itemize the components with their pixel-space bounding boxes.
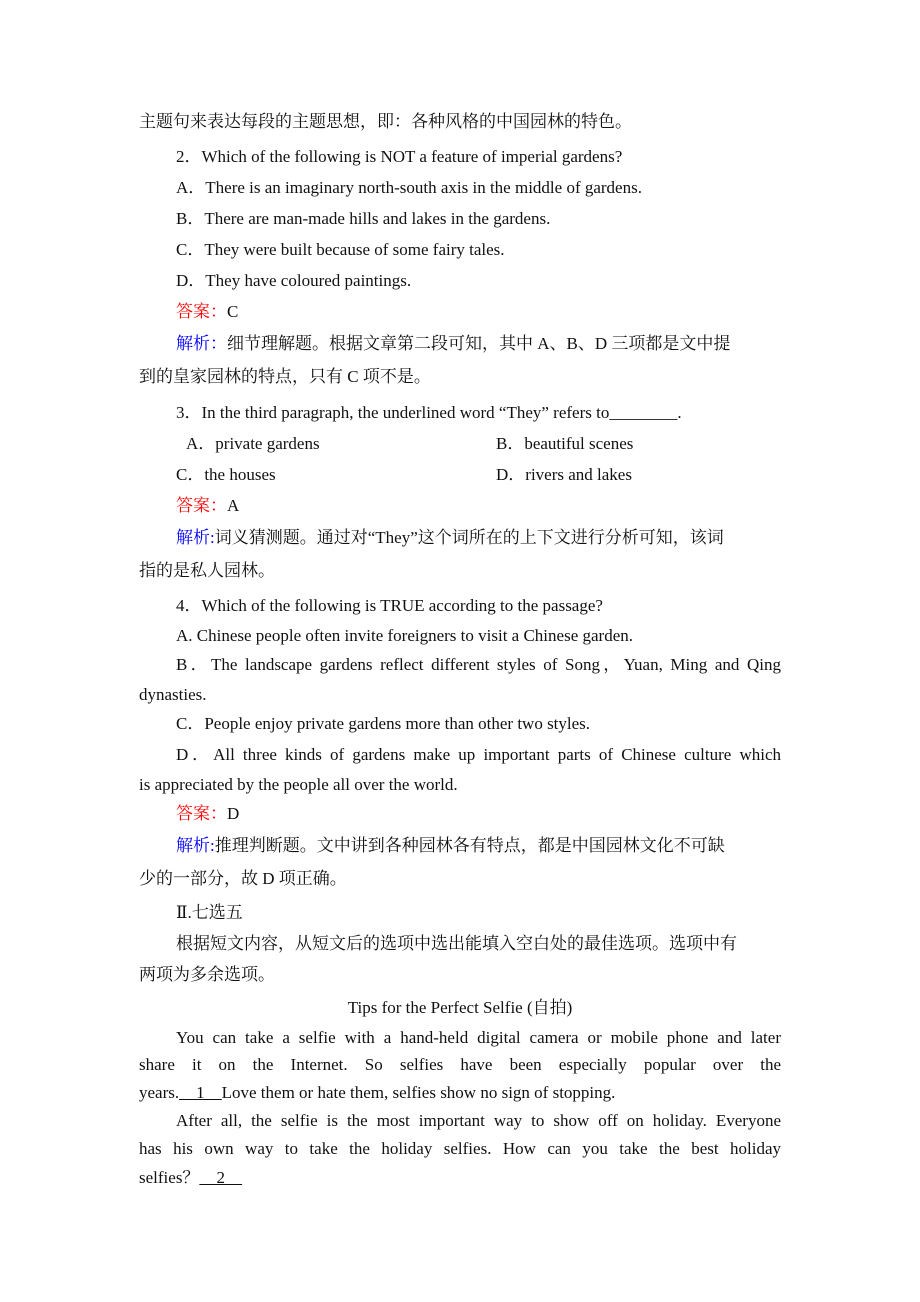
option: A．There is an imaginary north-south axis in the middle of gardens. [176, 178, 642, 197]
analysis-label: 解析: [176, 528, 215, 547]
option: D．All three kinds of gardens make up important parts of Chinese culture which [176, 745, 781, 764]
answer-label: 答案： [176, 302, 227, 321]
option: D．rivers and lakes [496, 465, 632, 484]
option: C．They were built because of some fairy tales. [176, 240, 505, 259]
instructions: 两项为多余选项。 [139, 965, 275, 984]
question-3-stem: 3．In the third paragraph, the underlined word “They” refers to________. [176, 403, 682, 422]
blank-2: __2__ [199, 1168, 242, 1187]
option: B．beautiful scenes [496, 434, 634, 453]
analysis-text: 指的是私人园林。 [139, 561, 275, 580]
answer-value: D [227, 804, 240, 823]
analysis-label: 解析: [176, 836, 215, 855]
section-heading: Ⅱ.七选五 [176, 903, 243, 922]
analysis [176, 527, 781, 549]
answer [176, 301, 781, 323]
passage-line: You can take a selfie with a hand-held digital camera or mobile phone and later [176, 1028, 781, 1047]
passage-line: share it on the Internet. So selfies have been especially popular over the [139, 1055, 781, 1074]
analysis [176, 835, 781, 857]
option: D．They have coloured paintings. [176, 271, 412, 290]
text: selfies？ [139, 1168, 200, 1187]
analysis-text: 少的一部分，故 D 项正确。 [139, 869, 347, 888]
answer [176, 803, 781, 825]
passage-line: After all, the selfie is the most important way to show off on holiday. Everyone [176, 1111, 781, 1130]
option: A. Chinese people often invite foreigners to visit a Chinese garden. [176, 626, 633, 645]
text: years. [139, 1083, 180, 1102]
analysis-text: 推理判断题。文中讲到各种园林各有特点，都是中国园林文化不可缺 [214, 836, 725, 855]
option: C．the houses [176, 465, 276, 484]
text: Love them or hate them, selfies show no sign of stopping. [221, 1083, 616, 1102]
question-2-stem: 2．Which of the following is NOT a feature of imperial gardens? [176, 147, 623, 166]
option: B．There are man-made hills and lakes in the gardens. [176, 209, 551, 228]
answer [176, 495, 781, 517]
passage-line [139, 1082, 781, 1104]
option-cont: is appreciated by the people all over the world. [139, 775, 458, 794]
option: A．private gardens [186, 434, 320, 453]
option-cont: dynasties. [139, 685, 207, 704]
analysis-text: 到的皇家园林的特点，只有 C 项不是。 [139, 367, 431, 386]
answer-value: A [227, 496, 240, 515]
option: C．People enjoy private gardens more than other two styles. [176, 714, 591, 733]
answer-label: 答案： [176, 496, 227, 515]
passage-line [139, 1167, 781, 1189]
option: B．The landscape gardens reflect different styles of Song，Yuan, Ming and Qing [176, 655, 781, 674]
passage-line: has his own way to take the holiday selfies. How can you take the best holiday [139, 1139, 781, 1158]
answer-value: C [227, 302, 239, 321]
analysis [176, 333, 781, 355]
instructions: 根据短文内容，从短文后的选项中选出能填入空白处的最佳选项。选项中有 [176, 934, 737, 953]
blank-1: __1__ [179, 1083, 222, 1102]
question-4-stem: 4．Which of the following is TRUE according to the passage? [176, 596, 603, 615]
paragraph: 主题句来表达每段的主题思想，即：各种风格的中国园林的特色。 [139, 112, 632, 131]
analysis-label: 解析： [176, 334, 227, 353]
analysis-text: 词义猜测题。通过对“They”这个词所在的上下文进行分析可知，该词 [214, 528, 724, 547]
passage-title: Tips for the Perfect Selfie (自拍) [347, 998, 573, 1017]
answer-label: 答案： [176, 804, 227, 823]
analysis-text: 细节理解题。根据文章第二段可知，其中 A、B、D 三项都是文中提 [227, 334, 731, 353]
